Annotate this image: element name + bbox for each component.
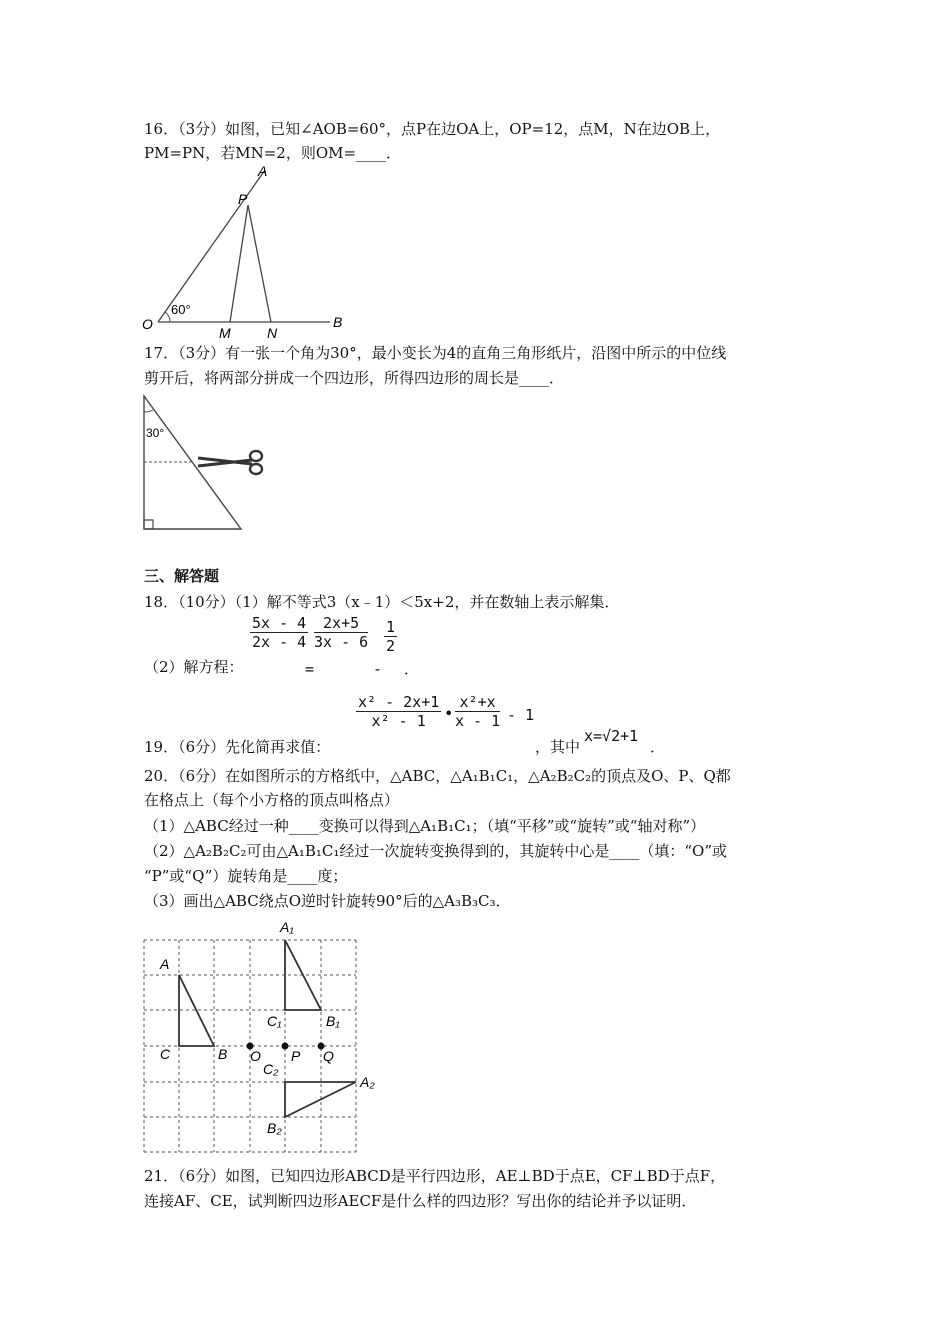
- q20-text-line5: “P”或“Q”）旋转角是____度；: [144, 867, 348, 885]
- q20-text-line4: （2）△A₂B₂C₂可由△A₁B₁C₁经过一次旋转变换得到的，其旋转中心是____（填：“O”或: [144, 842, 727, 860]
- q21-text-line2: 连接AF、CE，试判断四边形AECF是什么样的四边形？写出你的结论并予以证明．: [144, 1192, 697, 1210]
- label-a: A: [160, 956, 170, 972]
- q19-x-value: x=√2+1: [584, 727, 639, 745]
- q18-text-line1: 18．（10分）（1）解不等式3（x﹣1）＜5x+2，并在数轴上表示解集．: [144, 593, 620, 611]
- q18-end: ．: [404, 660, 420, 678]
- label-b2: B₂: [267, 1120, 282, 1136]
- segment-pm: [230, 205, 248, 322]
- q17-figure: [140, 392, 280, 534]
- q19-fraction-1: [356, 693, 441, 730]
- q18-f2-num: 2x+5: [314, 614, 368, 633]
- q20-text-line1: 20．（6分）在如图所示的方格纸中，△ABC，△A₁B₁C₁，△A₂B₂C₂的顶点及O、P、Q都: [144, 767, 731, 785]
- q18-part2-label: （2）解方程：: [144, 658, 244, 676]
- q16-text-line2: PM=PN，若MN=2，则OM=____．: [144, 144, 402, 162]
- q19-where: ，其中: [535, 738, 581, 756]
- q19-f1-num: x² - 2x+1: [358, 693, 440, 711]
- triangle-abc: [179, 975, 214, 1046]
- q18-f1-den: 2x - 4: [252, 633, 307, 651]
- q18-f1-num: 5x - 4: [252, 614, 307, 632]
- q20-text-line2: 在格点上（每个小方格的顶点叫格点）: [144, 791, 400, 809]
- label-b: B: [333, 314, 343, 330]
- q17-text-line2: 剪开后，将两部分拼成一个四边形，所得四边形的周长是____．: [144, 369, 565, 387]
- q18-fraction-1: [250, 614, 308, 651]
- label-c1: C₁: [267, 1013, 282, 1029]
- q19-f2-num: x²+x: [455, 693, 500, 712]
- q19-f1-den: x² - 1: [371, 712, 426, 730]
- label-o: O: [142, 316, 153, 332]
- q18-f2-den: 3x - 6: [314, 633, 369, 651]
- q20-grid-figure: [140, 916, 390, 1156]
- q19-dot: •: [444, 704, 454, 723]
- q18-equals: =: [305, 660, 315, 678]
- label-b1: B₁: [326, 1013, 340, 1029]
- q18-fraction-3: [384, 618, 397, 655]
- q18-fraction-2: [314, 614, 368, 651]
- q18-f3-den: 2: [386, 637, 396, 655]
- right-angle-mark: [144, 520, 153, 529]
- section-3-title: 三、解答题: [144, 567, 220, 585]
- q19-tail: - 1: [507, 706, 535, 724]
- q18-f3-num: 1: [386, 618, 396, 636]
- label-n: N: [267, 325, 278, 341]
- q16-figure: [140, 162, 350, 342]
- label-p: P: [291, 1048, 301, 1064]
- q21-text-line1: 21．（6分）如图，已知四边形ABCD是平行四边形，AE⊥BD于点E，CF⊥BD于点F，: [144, 1167, 726, 1185]
- label-q: Q: [323, 1048, 334, 1064]
- label-a: A: [258, 163, 268, 179]
- label-a1: A₁: [280, 919, 294, 935]
- label-angle-60: 60°: [171, 302, 191, 317]
- label-m: M: [219, 325, 231, 341]
- q19-f2-den: x - 1: [455, 712, 501, 730]
- label-c: C: [160, 1046, 171, 1062]
- angle-arc-30: [144, 410, 153, 412]
- q20-text-line6: （3）画出△ABC绕点O逆时针旋转90°后的△A₃B₃C₃．: [144, 892, 511, 910]
- triangle-a2b2c2: [285, 1082, 356, 1117]
- q19-fraction-2: [455, 693, 500, 730]
- label-b: B: [218, 1046, 228, 1062]
- scissors-icon: [198, 451, 262, 474]
- q17-text-line1: 17．（3分）有一张一个角为30°，最小变长为4的直角三角形纸片，沿图中所示的中位线: [144, 344, 727, 362]
- q16-text-line1: 16．（3分）如图，已知∠AOB=60°，点P在边OA上，OP=12，点M，N在边OB上，: [144, 120, 721, 138]
- q20-text-line3: （1）△ABC经过一种____变换可以得到△A₁B₁C₁；（填“平移”或“旋转”或“轴对称”）: [144, 817, 706, 835]
- q18-minus: -: [373, 660, 383, 678]
- angle-arc: [165, 312, 170, 322]
- q19-label: 19．（6分）先化简再求值：: [144, 738, 331, 756]
- label-30: 30°: [146, 426, 165, 440]
- label-a2: A₂: [360, 1074, 375, 1090]
- ray-oa: [158, 170, 265, 322]
- label-o: O: [250, 1048, 261, 1064]
- segment-pn: [248, 205, 271, 322]
- label-p: P: [238, 191, 248, 207]
- point-p: [282, 1043, 289, 1050]
- q19-end: ．: [650, 738, 666, 756]
- label-c2: C₂: [263, 1061, 279, 1077]
